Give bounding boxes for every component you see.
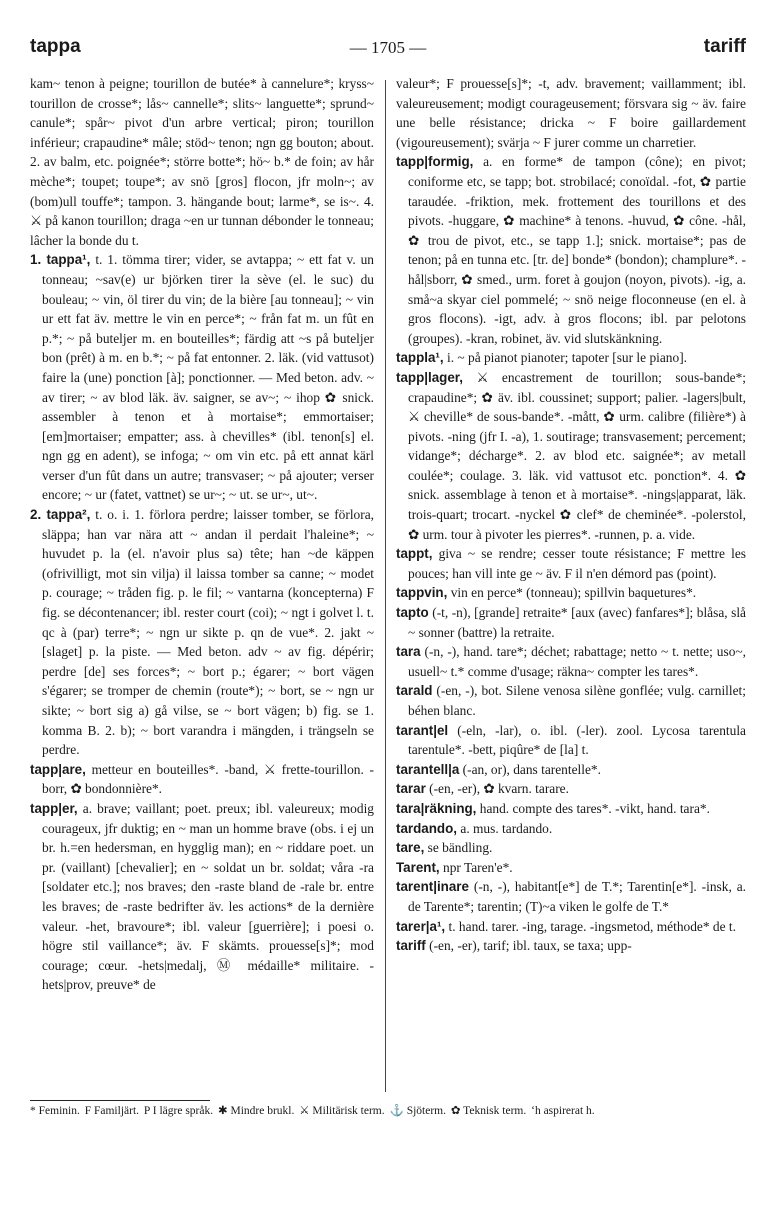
entry-text: (-eln, -lar), o. ibl. (-ler). zool. Lycosa tarentula tarentule*. -bett, piqûre* de [la] t.: [408, 722, 746, 758]
entry-headword: 2. tappa²,: [30, 507, 91, 523]
dictionary-entry: [396, 152, 746, 348]
right-column: [396, 74, 746, 1092]
entry-headword: tapp|formig,: [396, 154, 474, 170]
legend-item: ⚔ Militärisk term.: [299, 1105, 385, 1117]
entry-headword: tara|räkning,: [396, 800, 477, 816]
entry-headword: tapp|er,: [30, 800, 78, 816]
entry-text: ⚔ encastrement de tourillon; sous-bande*; crapaudine*; ✿ äv. ibl. coussinet; support; palier. -lagers|bult, ⚔ cheville* de sous-bande*. -mått, ✿ urm. calibre (filière*) à pivots. -ning (jfr I. -a), 1. soutirage; transvasement; percement; vidange*; décharge*. 2. av blod etc. saignée*; av metall coulée*; coulage. 3. läk. vid vattusot etc. ponction*. 4. ✿ snick. assemblage à tenon et à mortaise*. -nings|apparat, läk. trois-quart; trocart. -nyckel ✿ clef* de cheminée*. -polerstol, ✿ urm. tour à pivoter les pierres*. -runnen, p. a. vide.: [408, 369, 746, 542]
entry-headword: tapp|lager,: [396, 369, 463, 385]
entry-text: (-t, -n), [grande] retraite* [aux (avec) fanfares*]; blåsa, slå ~ sonner (battre) la retraite.: [408, 605, 746, 640]
legend-item: ⚓ Sjöterm.: [389, 1105, 446, 1117]
dictionary-entry: [396, 642, 746, 681]
entry-headword: tardando,: [396, 820, 458, 836]
dictionary-entry: [396, 760, 746, 780]
dictionary-entry: [396, 348, 746, 368]
dictionary-entry: [396, 799, 746, 819]
column-divider: [385, 80, 386, 1092]
entry-text: (-en, -), bot. Silene venosa silène gonflée; vulg. carnillet; béhen blanc.: [408, 683, 746, 718]
entry-headword: tara: [396, 644, 421, 660]
entry-headword: tariff: [396, 938, 426, 954]
legend-item: P I lägre språk.: [143, 1105, 214, 1117]
entry-headword: tappla¹,: [396, 350, 444, 366]
entry-text: valeur*; F prouesse[s]*; -t, adv. bravement; vaillamment; ibl. valeureusement; modigt courageusement; försvara sig ~ äv. faire une belle résistance; dricka ~ F boire gaillardement (vigoureusement); svärja ~ F jurer comme un charretier.: [396, 76, 746, 150]
legend-item: ✿ Teknisk term.: [450, 1105, 527, 1117]
legend-item: * Feminin.: [30, 1105, 80, 1117]
entry-text: metteur en bouteilles*. -band, ⚔ frette-tourillon. -borr, ✿ bondonnière*.: [42, 761, 374, 797]
dictionary-entry: [396, 819, 746, 839]
entry-headword: tapp|are,: [30, 761, 86, 777]
entry-text: t. hand. tarer. -ing, tarage. -ingsmetod, méthode* de t.: [448, 918, 736, 934]
entry-text: (-an, or), dans tarentelle*.: [462, 761, 601, 777]
dictionary-entry: [396, 583, 746, 603]
dictionary-entry: [30, 799, 374, 995]
entry-text: vin en perce* (tonneau); spillvin baquetures*.: [450, 585, 697, 601]
dictionary-entry: [396, 681, 746, 720]
entry-headword: Tarent,: [396, 859, 440, 875]
dictionary-entry: [396, 858, 746, 878]
entry-text: (-n, -), habitant[e*] de T.*; Tarentin[e*]. -insk, a. de Tarente*; tarentin; (T)~a viken le golfe de T.*: [408, 879, 746, 914]
dictionary-entry: [396, 779, 746, 799]
page-header: [30, 36, 746, 66]
dictionary-entry: [396, 936, 746, 956]
entry-text: npr Taren'e*.: [443, 859, 513, 875]
entry-text: a. mus. tardando.: [460, 820, 553, 836]
dictionary-entry: [30, 250, 374, 505]
footnote-rule: [30, 1100, 210, 1101]
dictionary-entry: [396, 917, 746, 937]
left-column: [30, 74, 374, 1092]
entry-text: i. ~ på pianot pianoter; tapoter [sur le piano].: [446, 350, 688, 366]
dictionary-entry: [396, 603, 746, 642]
entry-headword: tare,: [396, 840, 425, 856]
entry-headword: tappvin,: [396, 585, 448, 601]
entry-headword: tappt,: [396, 546, 433, 562]
legend-item: ʻh aspirerat h.: [531, 1105, 595, 1117]
entry-text: (-n, -), hand. tare*; déchet; rabattage; netto ~ t. nette; uso~, usuell~ t.* comme d'usage; räkna~ compter les tares*.: [408, 644, 746, 679]
entry-headword: tarant|el: [396, 722, 449, 738]
entry-headword: tarent|inare: [396, 879, 469, 895]
dictionary-entry: [30, 74, 374, 250]
dictionary-entry: [396, 74, 746, 152]
entry-text: t. o. i. 1. förlora perdre; laisser tomber, se förlora, släppa; han var nära att ~ andan il perdait l'haleine*; ~ huvudet p. la (el. n'avoir plus sa) tête; han ~de käppen (ofrivilligt, mot sin vilja) il laissa tomber sa canne; ~ modet p. courage; ~ tråden fig. p. le fil; ~ vantarna (koncepterna) F fig. se décontenancer; ibl. rester court (coi); ~ ngt i golvet l. t. qc à (par) terre*; ~ ngn ur sikte p. qn de vue*. 2. jakt ~ [slaget] p. la piste. — Med beton. adv ~ av fig. dépérir; perdre [de] ses forces*; ~ bort p.; égarer; ~ bort vägen s'égarer; se tromper de chemin (route*); ~ bort, se ~ ngn ur sikte; ~ bort sig a) gå vilse, se ~ bort vägen; b) fig. se 1. komma B. 2. b); ~ bort varandra i mängden, i trängseln se perdre.: [42, 507, 374, 758]
entry-headword: tarantell|a: [396, 761, 460, 777]
entry-text: (-en, -er), ✿ kvarn. tarare.: [429, 781, 569, 797]
legend-item: ✱ Mindre brukl.: [217, 1105, 295, 1117]
running-headword-right: tariff: [703, 36, 746, 57]
entry-text: a. en forme* de tampon (cône); en pivot; coniforme etc, se tapp; bot. strobilacé; conoïdal. -fot, ✿ partie taraudée. -friktion, mek. frottement des tourillons et des pivots. -huggare, ✿ machine* à tenons. -huvud, ✿ cône. -hål, ✿ trou de pivot, etc., se tapp 1.]; snick. mortaise*; pas de tenon; på en tunna etc. [tr. de] bonde* (bondon); champlure*. -hål|sborr, ✿ smed., urm. foret à goujon (noyon, pivots). -ig, a. små~a skyar ciel pommelé; ~ snö neige floconneuse (en el. à gros flocons). -igt, adv. à gros flocons; ibl. par pelotons (groupes). -kran, robinet, äv. vid slutskänkning.: [408, 154, 746, 346]
dictionary-entry: [396, 877, 746, 916]
abbreviation-legend: [30, 1104, 746, 1119]
page-number: — 1705 —: [349, 38, 427, 57]
dictionary-entry: [30, 760, 374, 799]
legend-item: F Familjärt.: [84, 1105, 140, 1117]
dictionary-entry: [396, 368, 746, 544]
entry-headword: tapto: [396, 605, 429, 621]
entry-headword: 1. tappa¹,: [30, 252, 91, 268]
entry-text: kam~ tenon à peigne; tourillon de butée* à cannelure*; kryss~ tourillon de crosse*; lås~ cannelle*; slits~ languette*; sprund~ canule*; spår~ pivot d'un arbre vertical; piron; tourillon inférieur; crapaudine* mâle; stöd~ tenon; ngn gg bouton; about. 2. av balm, etc. poignée*; större botte*; hö~ b.* de foin; av hår mèche*; toupet; toupe*; av snö [gros] flocon, jfr moln~; av (bom)ull touffe*; tampon. 3. hängande bout; larme*, se is~. 4. ⚔ på kanon tourillon; draga ~en ur tunnan débonder le tonneau; lâcher la bonde du t.: [30, 76, 374, 248]
entry-text: (-en, -er), tarif; ibl. taux, se taxa; upp-: [429, 938, 632, 954]
entry-text: a. brave; vaillant; poet. preux; ibl. valeureux; modig courageux, jfr duktig; en ~ man un homme brave (obs. i ej un br. h.=en hedersman, en hygglig man); en ~ riddare poet. un pr. (vaillant) [chevalier]; en ~ soldat un br. soldat; våra -ra [soldater etc.]; nos braves; den -raste bland de -rale br. entre les braves; de -raste bedrifter äv. les actions* de la dernière valeur. -het, bravoure*; ibl. valeur [guerrière]; i poesi o. högre stil vaillance*; äv. F skämts. prouesse[s]*; mod courage; cœur. -hets|medalj, Ⓜ médaille* militaire. -hets|prov, preuve* de: [42, 800, 374, 993]
dictionary-entry: [30, 505, 374, 760]
entry-headword: tarer|a¹,: [396, 918, 446, 934]
entry-text: hand. compte des tares*. -vikt, hand. tara*.: [479, 800, 710, 816]
entry-headword: tarar: [396, 781, 426, 797]
dictionary-entry: [396, 838, 746, 858]
dictionary-entry: [396, 721, 746, 760]
entry-text: t. 1. tömma tirer; vider, se avtappa; ~ ett fat v. un tonneau; ~sav(e) ur björken tirer la sève (el. le suc) du bouleau; ~ vin, öl tirer du vin; de la bière [au tonneau]; ~ vin ur ett fat äv. mettre le vin en perce*; ~ från fat m. un fût en p.*; ~ på buteljer m. en bouteilles*; färdig att ~s på buteljer bon (prêt) à m. en b.*; ~ på fat entonner. 2. läk. (vid vattusot) faire la (une) ponction [à]; ponctionner. — Med beton. adv. ~ av tirer; ~ av blod läk. äv. saigner, se av~; ~ ihop ✿ snick. assembler à tenon et à mortaise*; emmortaiser; [em]mortaiser; empatter; ass. à chevilles* (ibl. tenon[s] el. ngn gg en adent), se infoga; ~ om vin etc. på ett annat kärl verser d'un fût dans un autre; transvaser; ~ på ajouter; verser encore; ~ ur (fatet, vattnet) se ur~; ~ ut. se ur~, ut~.: [42, 252, 374, 503]
running-headword-left: tappa: [30, 36, 81, 57]
entry-headword: tarald: [396, 683, 433, 699]
entry-text: giva ~ se rendre; cesser toute résistance; F mettre les pouces; han vill inte ge ~ äv. F il n'en démord pas (point).: [408, 546, 746, 581]
dictionary-entry: [396, 544, 746, 583]
entry-text: se bändling.: [427, 840, 493, 856]
